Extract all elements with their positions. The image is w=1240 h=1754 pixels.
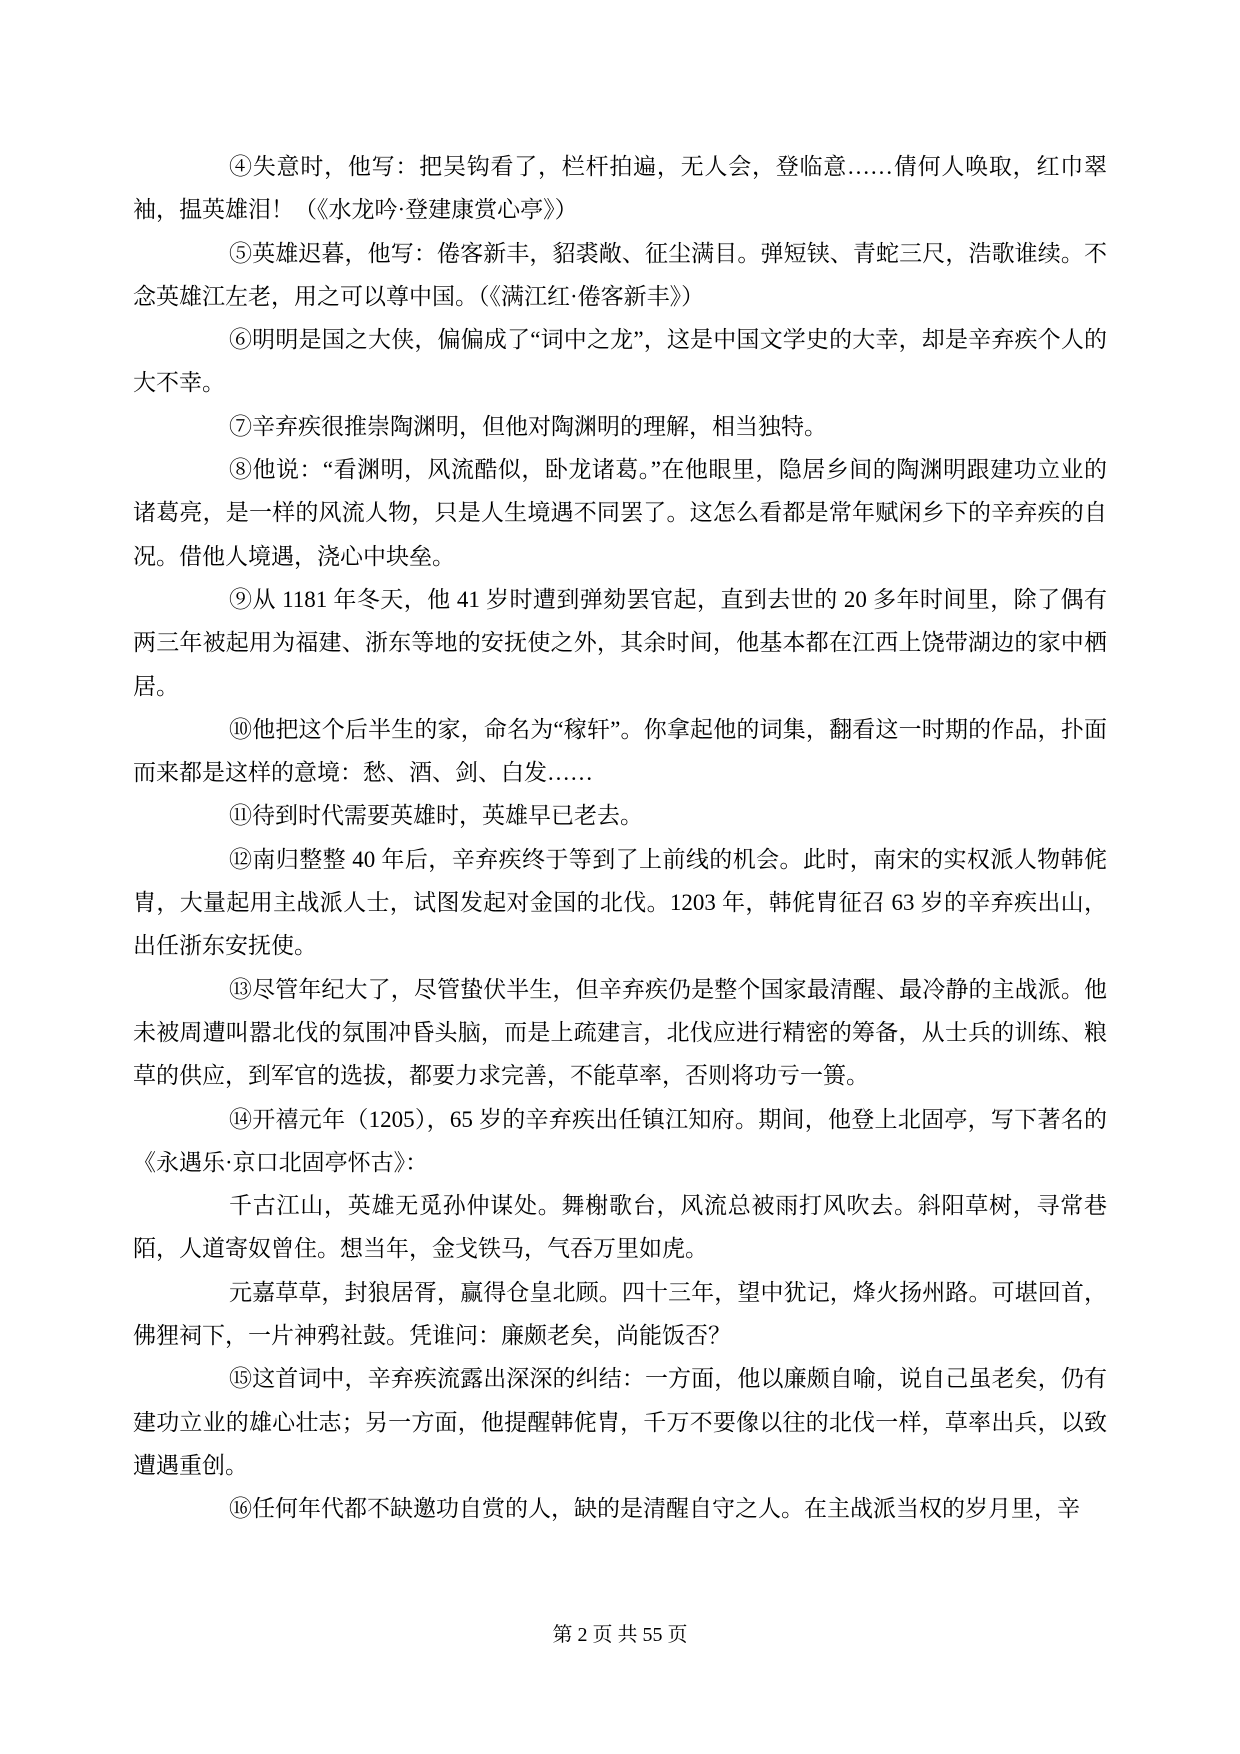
text-run: ⑥明明是国之大侠，偏偏成了“词中之龙”，这是中国文学史的 [229, 327, 853, 353]
paragraph [133, 145, 1107, 232]
text-run: 元嘉草草，封狼居胥，赢得仓皇北顾。四十三年，望中犹记，烽火扬州路。可堪回首，佛狸祠下，一片神鸦社鼓。凭谁问：廉颇老矣，尚能饭否？ [133, 1279, 1107, 1349]
paragraph [133, 232, 1107, 319]
emphasized-text: 大幸 [852, 327, 899, 353]
document-body [133, 145, 1107, 1531]
paragraph [133, 578, 1107, 708]
paragraph [133, 1184, 1107, 1271]
paragraph [133, 968, 1107, 1098]
text-run: 千古江山，英雄无觅孙仲谋处。舞榭歌台，风流总被雨打风吹去。斜阳草树，寻常巷陌，人道寄奴曾住。想当年，金戈铁马，气吞万里如虎。 [133, 1193, 1107, 1262]
paragraph [133, 708, 1107, 795]
text-run: ⑮这首词中，辛弃疾流露出深深的纠结：一方面，他以廉颇自喻，说自己虽老矣，仍有建功立业的雄心壮志；另一方面，他提醒韩侂胄，千万不要像以往的北伐一样，草率出兵，以致遭遇重创。 [133, 1366, 1107, 1478]
text-run: ④失意时，他写：把吴钩看了，栏杆拍遍，无人会，登临意……倩何人唤取，红巾翠袖，揾英雄泪！（《水龙吟·登建康赏心亭》） [133, 154, 1107, 223]
text-run: ，却是辛弃疾个人的 [898, 327, 1108, 353]
text-run: ⑨从 1181 年冬天，他 41 岁时遭到弹劾罢官起，直到去世的 20 多年时间里，除了偶有两三年被起用为福建、浙东等地的安抚使之外，其余时间，他基本都在江西上饶带湖边的家中栖居。 [133, 586, 1107, 699]
text-run: ⑪待到时代需要英雄时，英雄早已老去。 [229, 803, 643, 829]
paragraph [133, 1487, 1107, 1530]
paragraph [133, 794, 1107, 837]
text-run: ⑬尽管年纪大了，尽管蛰伏半生，但辛弃疾仍是整个国家最清醒、最冷静的主战派。他未被周遭叫嚣北伐的氛围冲昏头脑，而是上疏建言，北伐应进行精密的筹备，从士兵的训练、粮草的供应，到军官的选拔，都要力求完善，不能草率，否则将功亏一篑。 [133, 976, 1107, 1089]
paragraph [133, 318, 1107, 405]
paragraph [133, 448, 1107, 578]
paragraph [133, 1098, 1107, 1185]
text-run: 。 [202, 370, 225, 396]
text-run: ⑤英雄迟暮，他写：倦客新丰，貂裘敞、征尘满目。弹短铗、青蛇三尺，浩歌谁续。不念英雄江左老，用之可以尊中国。（《满江红·倦客新丰》） [133, 240, 1107, 309]
page-number-text: 第 2 页 共 55 页 [552, 1624, 688, 1646]
paragraph [133, 405, 1107, 448]
paragraph [133, 1271, 1107, 1358]
text-run: ⑭开禧元年（1205），65 岁的辛弃疾出任镇江知府。期间，他登上北固亭，写下著名的《永遇乐·京口北固亭怀古》： [133, 1106, 1107, 1175]
emphasized-text: 大不幸 [133, 370, 202, 396]
text-run: ⑧他说：“看渊明，风流酷似，卧龙诸葛。”在他眼里，隐居乡间的陶渊明跟建功立业的诸葛亮，是一样的风流人物，只是人生境遇不同罢了。这怎么看都是常年赋闲乡下的辛弃疾的自况。借他人境遇，浇心中块垒。 [133, 457, 1107, 569]
text-run: ⑦辛弃疾很推崇陶渊明，但他对陶渊明的理解，相当独特。 [229, 413, 827, 439]
text-run: ⑯任何年代都不缺邀功自赏的人，缺的是清醒自守之人。在主战派当权的岁月里，辛 [229, 1496, 1080, 1522]
page-footer [0, 1620, 1240, 1650]
paragraph [133, 1357, 1107, 1487]
paragraph [133, 838, 1107, 968]
text-run: ⑫南归整整 40 年后，辛弃疾终于等到了上前线的机会。此时，南宋的实权派人物韩侂胄，大量起用主战派人士，试图发起对金国的北伐。1203 年，韩侂胄征召 63 岁的辛弃疾出山，出任浙东安抚使。 [133, 846, 1107, 959]
text-run: ⑩他把这个后半生的家，命名为“稼轩”。你拿起他的词集，翻看这一时期的作品，扑面而来都是这样的意境：愁、酒、剑、白发…… [133, 716, 1107, 786]
